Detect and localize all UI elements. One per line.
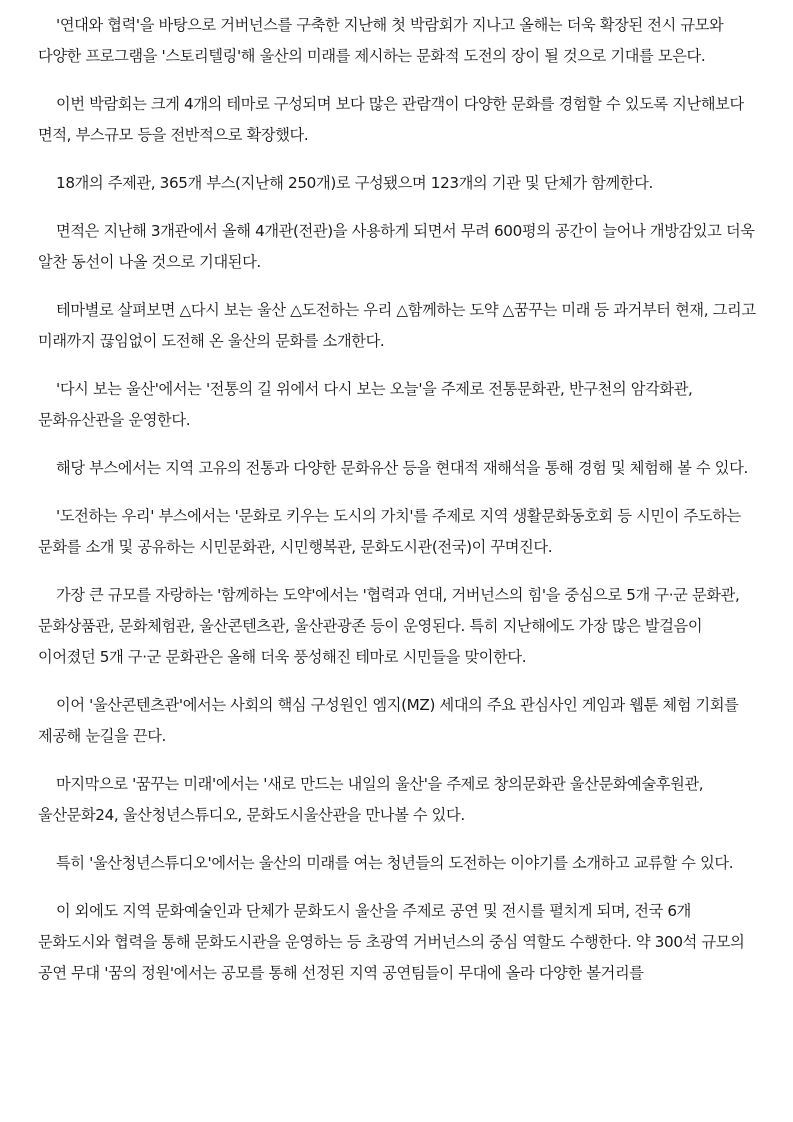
paragraph-performances: 이 외에도 지역 문화예술인과 단체가 문화도시 울산을 주제로 공연 및 전시를 펼치게 되며, 전국 6개 문화도시와 협력을 통해 문화도시관을 운영하는 등 초광역 거버넌스의 중심 역할도 수행한다. 약 300석 규모의 공연 무대 '꿈의 정원'에서는 공모를 통해 선정된 지역 공연팀들이 무대에 올라 다양한 볼거리를 — [38, 902, 745, 982]
paragraph-four-themes: 이번 박람회는 크게 4개의 테마로 구성되며 보다 많은 관람객이 다양한 문화를 경험할 수 있도록 지난해보다 면적, 부스규모 등을 전반적으로 확장했다. — [38, 95, 744, 144]
paragraph-ulsan-contents: 이어 '울산콘텐츠관'에서는 사회의 핵심 구성원인 엠지(MZ) 세대의 주요 관심사인 게임과 웹툰 체험 기회를 제공해 눈길을 끈다. — [38, 696, 739, 745]
paragraph-challenging-us: '도전하는 우리' 부스에서는 '문화로 키우는 도시의 가치'를 주제로 지역 생활문화동호회 등 시민이 주도하는 문화를 소개 및 공유하는 시민문화관, 시민행복관, 문화도시관(전국)이 꾸며진다. — [38, 507, 741, 556]
article-body — [38, 10, 758, 1006]
paragraph-heritage-experience: 해당 부스에서는 지역 고유의 전통과 다양한 문화유산 등을 현대적 재해석을 통해 경험 및 체험해 볼 수 있다. — [56, 459, 748, 477]
paragraph-theme-overview: 테마별로 살펴보면 △다시 보는 울산 △도전하는 우리 △함께하는 도약 △꿈꾸는 미래 등 과거부터 현재, 그리고 미래까지 끊임없이 도전해 온 울산의 문화를 소개한다. — [38, 301, 756, 350]
paragraph-revisit-ulsan: '다시 보는 울산'에서는 '전통의 길 위에서 다시 보는 오늘'을 주제로 전통문화관, 반구천의 암각화관, 문화유산관을 운영한다. — [38, 380, 693, 429]
paragraph-halls-and-booths: 18개의 주제관, 365개 부스(지난해 250개)로 구성됐으며 123개의 기관 및 단체가 함께한다. — [56, 174, 653, 192]
paragraph-exhibition-intro: '연대와 협력'을 바탕으로 거버넌스를 구축한 지난해 첫 박람회가 지나고 올해는 더욱 확장된 전시 규모와 다양한 프로그램을 '스토리텔링'해 울산의 미래를 제시하는 문화적 도전의 장이 될 것으로 기대를 모은다. — [38, 16, 724, 65]
paragraph-area-expansion: 면적은 지난해 3개관에서 올해 4개관(전관)을 사용하게 되면서 무려 600평의 공간이 늘어나 개방감있고 더욱 알찬 동선이 나올 것으로 기대된다. — [38, 222, 755, 271]
paragraph-leap-together: 가장 큰 규모를 자랑하는 '함께하는 도약'에서는 '협력과 연대, 거버넌스의 힘'을 중심으로 5개 구·군 문화관, 문화상품관, 문화체험관, 울산콘텐츠관, 울산관광존 등이 운영된다. 특히 지난해에도 가장 많은 발걸음이 이어졌던 5개 구·군 문화관은 올해 더욱 풍성해진 테마로 시민들을 맞이한다. — [38, 586, 740, 666]
paragraph-youth-studio: 특히 '울산청년스튜디오'에서는 울산의 미래를 여는 청년들의 도전하는 이야기를 소개하고 교류할 수 있다. — [56, 854, 734, 872]
paragraph-dreaming-future: 마지막으로 '꿈꾸는 미래'에서는 '새로 만드는 내일의 울산'을 주제로 창의문화관 울산문화예술후원관, 울산문화24, 울산청년스튜디오, 문화도시울산관을 만나볼 수 있다. — [38, 775, 704, 824]
